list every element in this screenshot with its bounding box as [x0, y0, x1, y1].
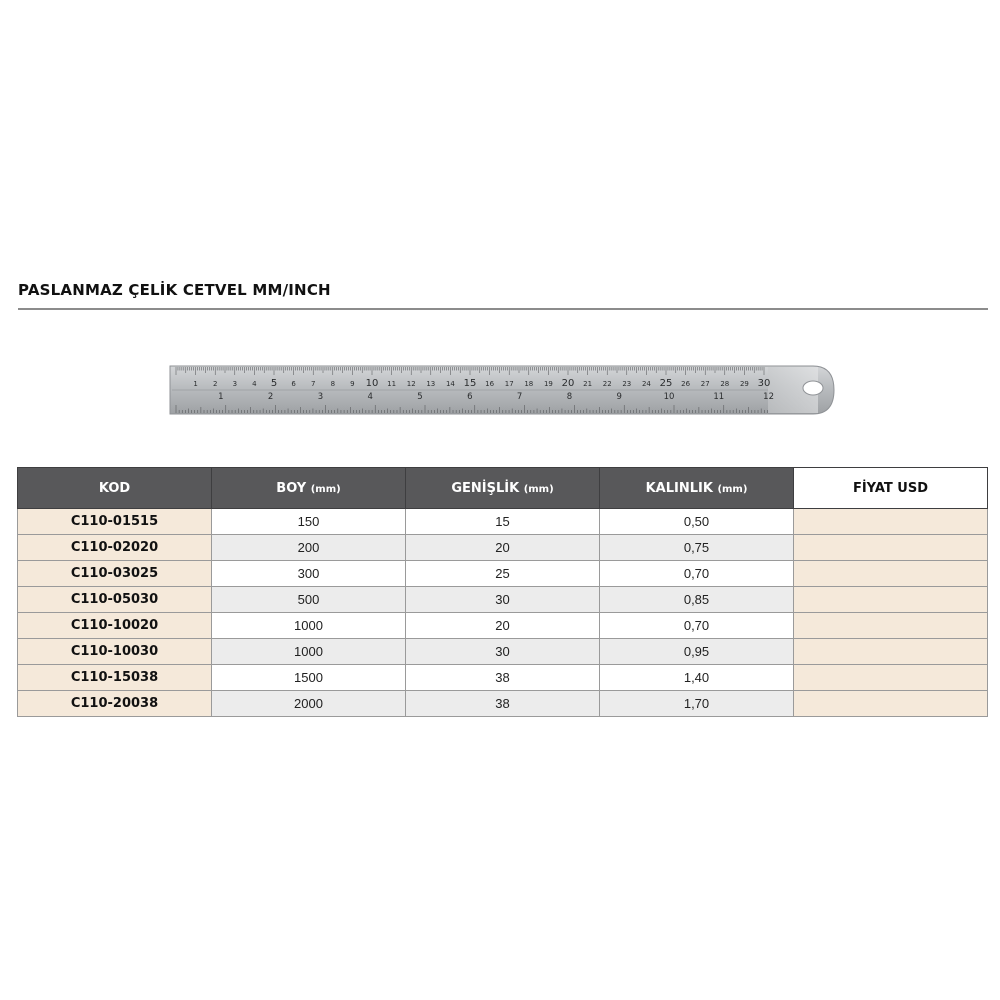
cell-boy: 200: [212, 535, 406, 561]
header-genislik-unit: (mm): [523, 483, 554, 495]
ruler-inch-label: 12: [763, 392, 775, 402]
page-title: PASLANMAZ ÇELİK CETVEL MM/INCH: [18, 281, 331, 299]
ruler-cm-label: 11: [387, 380, 397, 388]
ruler-cm-label: 21: [583, 380, 593, 388]
ruler-cm-label: 30: [757, 378, 771, 389]
ruler-cm-label: 19: [543, 380, 553, 388]
ruler-inch-label: 5: [417, 392, 423, 402]
product-table: [17, 467, 988, 717]
ruler-cm-label: 5: [270, 378, 278, 389]
cell-kod: C110-10030: [18, 639, 212, 665]
ruler-cm-label: 23: [622, 380, 632, 388]
cell-kalinlik: 0,85: [600, 587, 794, 613]
ruler-cm-label: 26: [681, 380, 691, 388]
cell-fiyat: [794, 665, 988, 691]
ruler-inch-label: 3: [317, 392, 324, 402]
cell-fiyat: [794, 509, 988, 535]
cell-boy: 500: [212, 587, 406, 613]
cell-kod: C110-20038: [18, 691, 212, 717]
table-row: [18, 509, 988, 535]
cell-kod: C110-01515: [18, 509, 212, 535]
ruler-cm-label: 12: [406, 380, 416, 388]
cell-kalinlik: 0,75: [600, 535, 794, 561]
cell-kod: C110-03025: [18, 561, 212, 587]
table-row: [18, 691, 988, 717]
cell-genislik: 20: [406, 535, 600, 561]
cell-kod: C110-10020: [18, 613, 212, 639]
ruler-inch-label: 2: [267, 392, 274, 402]
ruler-inch-label: 7: [516, 392, 523, 402]
cell-kalinlik: 1,70: [600, 691, 794, 717]
cell-boy: 2000: [212, 691, 406, 717]
ruler-cm-label: 7: [310, 380, 316, 388]
table-row: [18, 535, 988, 561]
cell-kalinlik: 0,70: [600, 613, 794, 639]
ruler-cm-label: 22: [602, 380, 612, 388]
header-fiyat: FİYAT USD: [794, 468, 988, 509]
ruler-inch-label: 10: [663, 392, 675, 402]
cell-boy: 1000: [212, 613, 406, 639]
cell-fiyat: [794, 587, 988, 613]
ruler-inch-label: 9: [616, 392, 622, 402]
cell-boy: 1500: [212, 665, 406, 691]
ruler-cm-label: 2: [212, 380, 218, 388]
cell-kod: C110-05030: [18, 587, 212, 613]
cell-kalinlik: 1,40: [600, 665, 794, 691]
ruler-cm-label: 8: [330, 380, 336, 388]
ruler-cm-label: 3: [232, 380, 238, 388]
header-kod: KOD: [18, 468, 212, 509]
cell-kod: C110-15038: [18, 665, 212, 691]
cell-fiyat: [794, 639, 988, 665]
header-boy: BOY (mm): [212, 468, 406, 509]
cell-kalinlik: 0,70: [600, 561, 794, 587]
ruler-cm-label: 10: [365, 378, 379, 389]
table-row: [18, 639, 988, 665]
header-kalinlik: KALINLIK (mm): [600, 468, 794, 509]
cell-genislik: 38: [406, 665, 600, 691]
ruler-cm-label: 18: [524, 380, 534, 388]
header-kalinlik-unit: (mm): [717, 483, 748, 495]
table-row: [18, 665, 988, 691]
header-boy-unit: (mm): [310, 483, 341, 495]
title-divider: [18, 308, 988, 310]
steel-ruler-image: [168, 364, 836, 416]
table-row: [18, 561, 988, 587]
cell-fiyat: [794, 535, 988, 561]
ruler-inch-label: 8: [566, 392, 573, 402]
cell-genislik: 30: [406, 639, 600, 665]
ruler-inch-label: 11: [713, 392, 725, 402]
ruler-cm-label: 6: [291, 380, 296, 388]
header-genislik: GENİŞLİK (mm): [406, 468, 600, 509]
ruler-cm-label: 27: [700, 380, 710, 388]
cell-fiyat: [794, 561, 988, 587]
ruler-cm-label: 14: [445, 380, 455, 388]
ruler-cm-label: 20: [561, 378, 575, 389]
ruler-cm-label: 1: [193, 380, 198, 388]
ruler-cm-label: 24: [641, 380, 651, 388]
cell-kod: C110-02020: [18, 535, 212, 561]
cell-fiyat: [794, 613, 988, 639]
cell-boy: 1000: [212, 639, 406, 665]
ruler-cm-label: 15: [463, 378, 477, 389]
ruler-cm-label: 9: [350, 380, 355, 388]
ruler-cm-label: 16: [485, 380, 495, 388]
table-row: [18, 587, 988, 613]
cell-genislik: 15: [406, 509, 600, 535]
cell-boy: 150: [212, 509, 406, 535]
cell-fiyat: [794, 691, 988, 717]
cell-kalinlik: 0,95: [600, 639, 794, 665]
ruler-cm-label: 4: [252, 380, 257, 388]
ruler-cm-label: 25: [659, 378, 673, 389]
cell-kalinlik: 0,50: [600, 509, 794, 535]
cell-genislik: 20: [406, 613, 600, 639]
cell-genislik: 38: [406, 691, 600, 717]
cell-genislik: 25: [406, 561, 600, 587]
ruler-cm-label: 17: [504, 380, 514, 388]
cell-boy: 300: [212, 561, 406, 587]
ruler-inch-label: 1: [218, 392, 224, 402]
ruler-inch-label: 4: [367, 392, 373, 402]
cell-genislik: 30: [406, 587, 600, 613]
table-row: [18, 613, 988, 639]
table-header-row: [18, 468, 988, 509]
ruler-cm-label: 29: [739, 380, 749, 388]
ruler-cm-label: 28: [720, 380, 730, 388]
ruler-inch-label: 6: [467, 392, 473, 402]
ruler-cm-label: 13: [426, 380, 436, 388]
